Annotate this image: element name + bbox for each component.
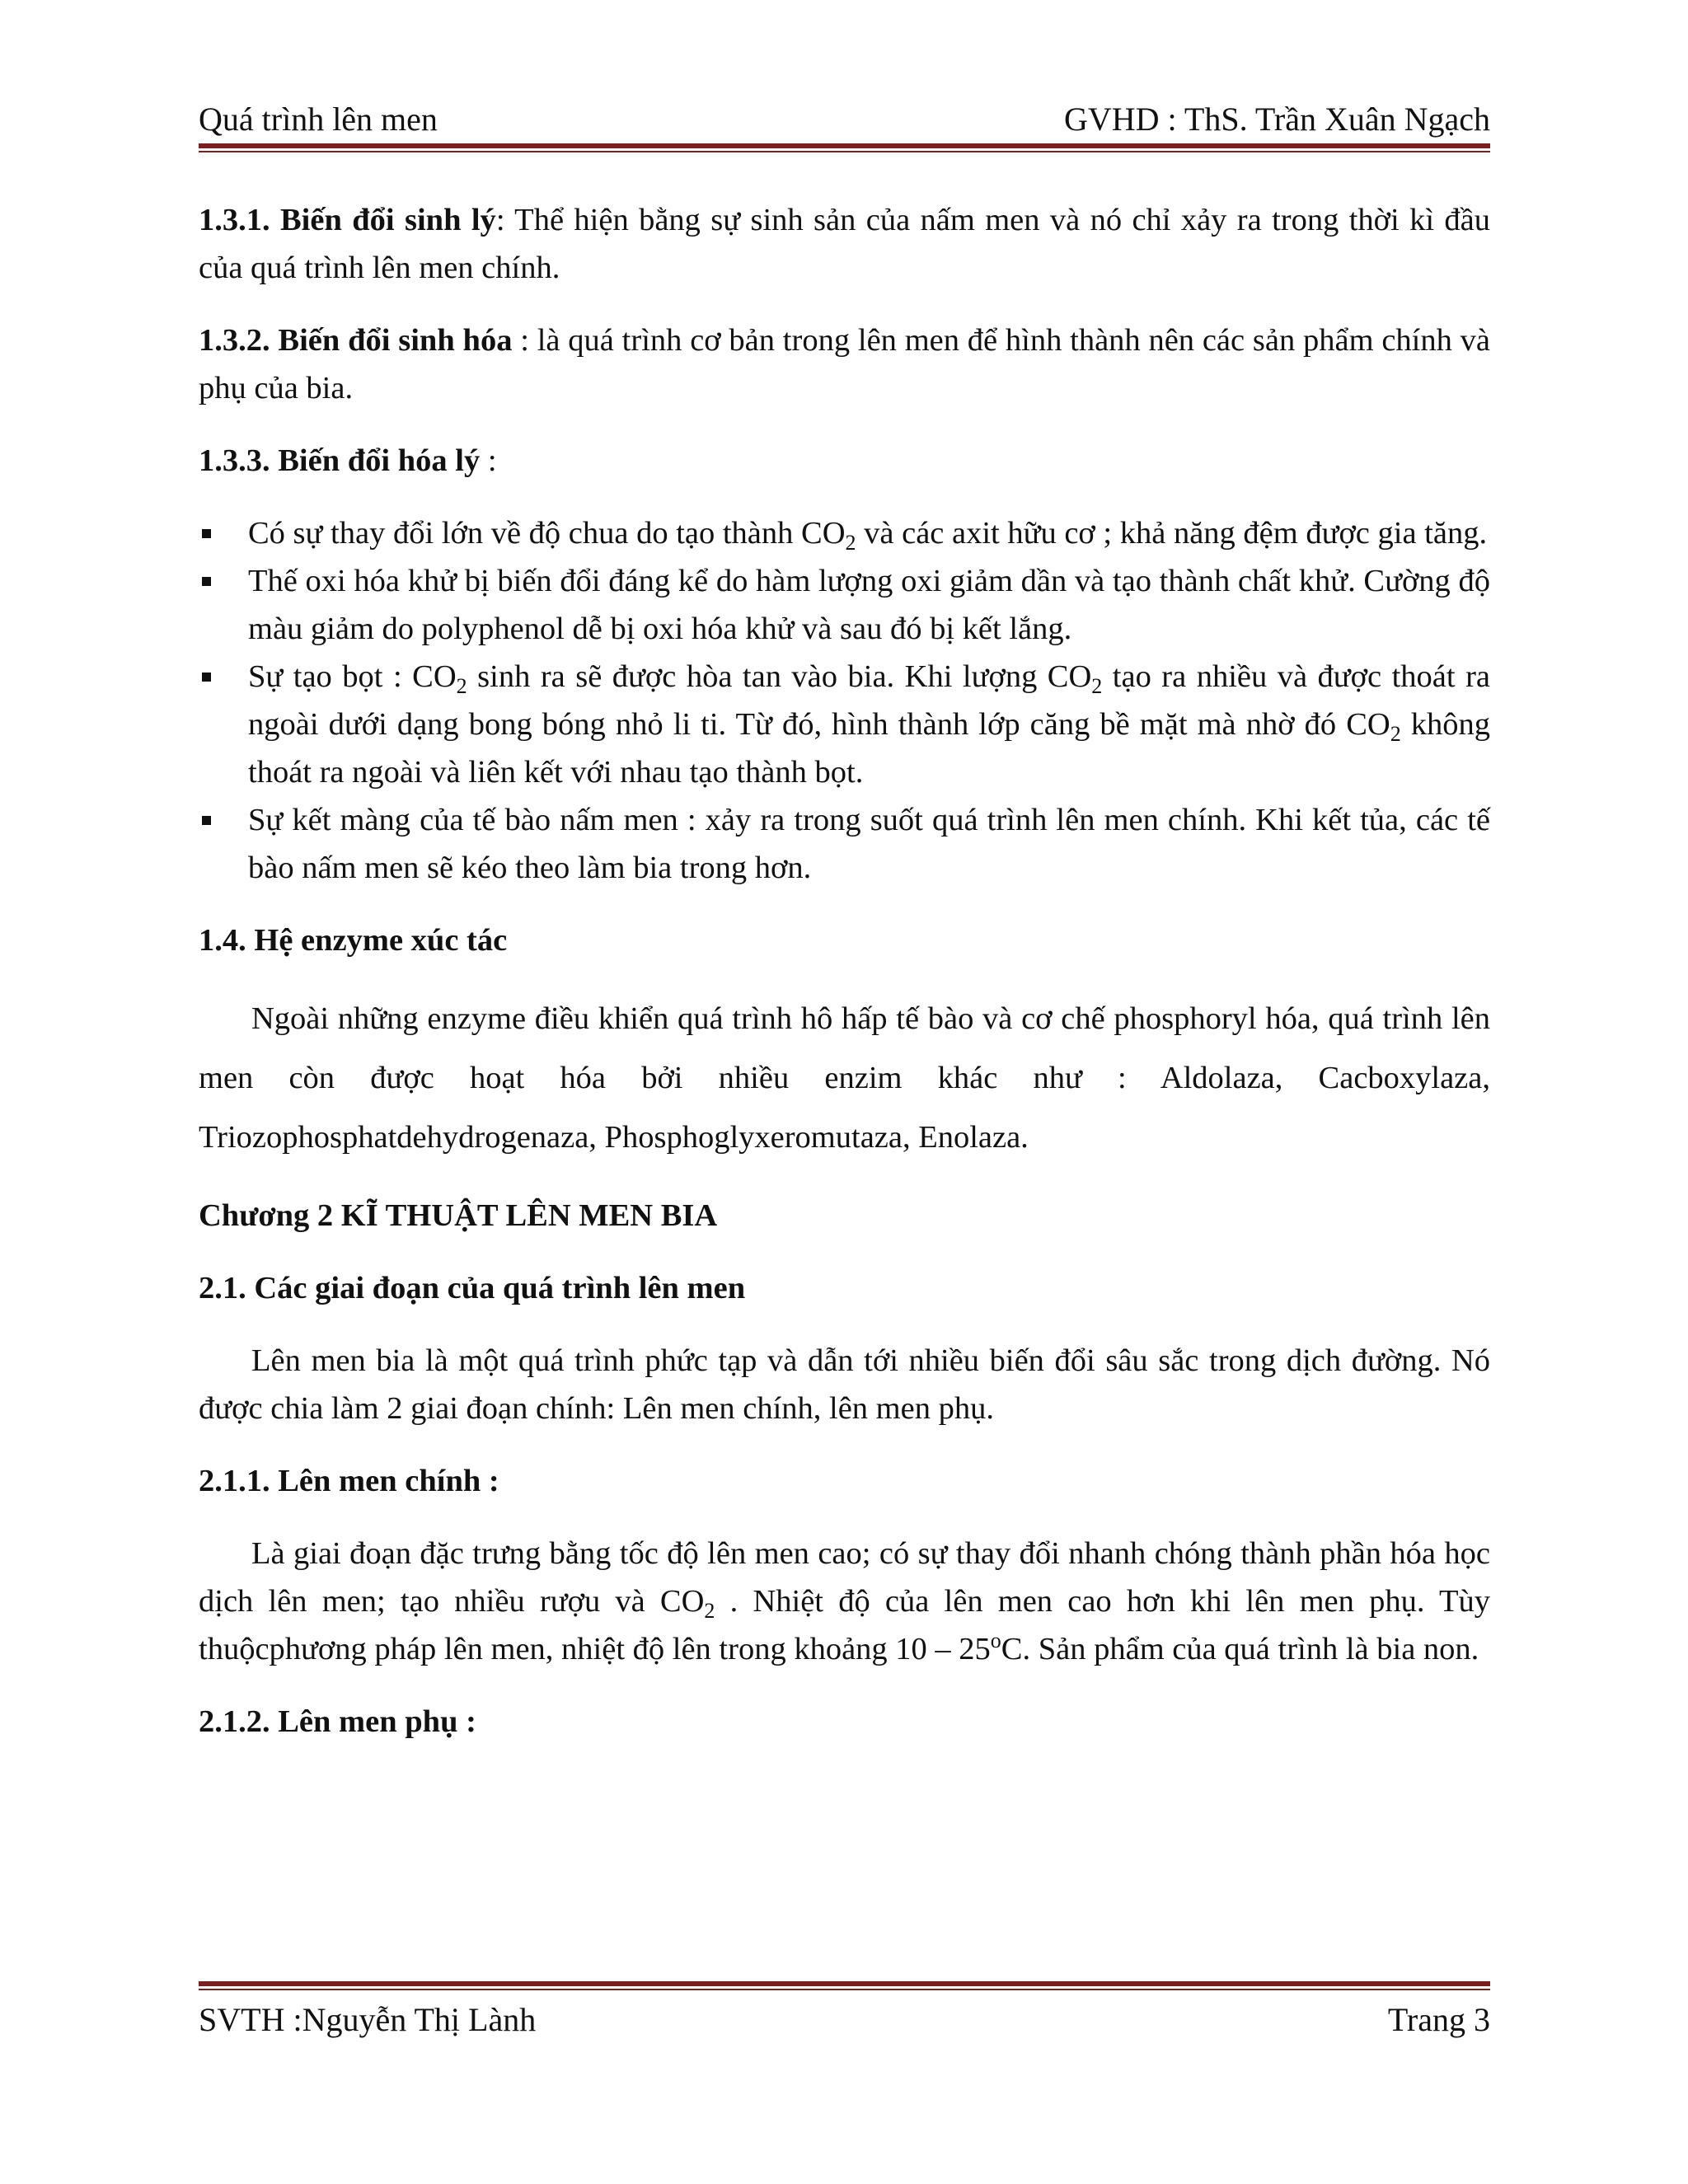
section-2-1-1-subscript: 2 <box>704 1599 715 1623</box>
footer-rule-thin <box>199 1989 1490 1990</box>
header-rule-thin <box>199 151 1490 152</box>
bullet-3-text-b: sinh ra sẽ được hòa tan vào bia. Khi lượng CO <box>467 659 1092 694</box>
header-right-advisor: GVHD : ThS. Trần Xuân Ngạch <box>1063 101 1490 138</box>
list-item <box>199 557 1490 653</box>
page-header <box>199 97 1490 142</box>
document-page <box>199 0 1490 2184</box>
bullet-3-text-a: Sự tạo bọt : CO <box>248 659 457 694</box>
bullet-3-text-c: tạo ra nhiều và được thoát ra ngoài dưới dạng bong bóng nhỏ li ti. Từ đó, hình thành lớp căng bề mặt mà nhờ đó CO <box>248 659 1490 742</box>
bullet-2-text: Thế oxi hóa khử bị biến đổi đáng kể do hàm lượng oxi giảm dần và tạo thành chất khử. Cường độ màu giảm do polyphenol dễ bị oxi hóa khử và sau đó bị kết lắng. <box>248 564 1490 646</box>
section-2-1-1-text-b: . Nhiệt độ của lên men cao hơn khi lên men phụ. Tùy thuộcphương pháp lên men, nhiệt độ lên trong khoảng 10 – 25 <box>199 1584 1490 1666</box>
bullet-list <box>199 509 1490 892</box>
section-1-3-2-text: : là quá trình cơ bản trong lên men để hình thành nên các sản phẩm chính và phụ của bia. <box>199 323 1490 405</box>
section-1-3-1-title: 1.3.1. Biến đổi sinh lý <box>199 203 496 237</box>
page-footer <box>199 1998 1490 2042</box>
bullet-3-subscript-2: 2 <box>1091 674 1103 698</box>
header-left-title: Quá trình lên men <box>199 101 438 138</box>
section-2-1-1-superscript: o <box>990 1629 1001 1652</box>
section-1-3-1 <box>199 196 1490 292</box>
footer-rule-thick <box>199 1981 1490 1986</box>
section-2-1-text: Lên men bia là một quá trình phức tạp và dẫn tới nhiều biến đổi sâu sắc trong dịch đường. Nó được chia làm 2 giai đoạn chính: Lên men chính, lên men phụ. <box>199 1343 1490 1426</box>
section-1-3-3-text: : <box>480 443 497 478</box>
bullet-1-subscript: 2 <box>845 531 856 555</box>
section-2-1-title: 2.1. Các giai đoạn của quá trình lên men <box>199 1271 746 1305</box>
list-item <box>199 653 1490 796</box>
section-2-1-2-title: 2.1.2. Lên men phụ : <box>199 1704 476 1739</box>
section-1-3-1-text: : Thể hiện bằng sự sinh sản của nấm men và nó chỉ xảy ra trong thời kì đầu của quá trình lên men chính. <box>199 203 1491 285</box>
list-item <box>199 796 1490 892</box>
bullet-3-subscript-3: 2 <box>1390 722 1401 746</box>
chapter-2-title: Chương 2 KĨ THUẬT LÊN MEN BIA <box>199 1198 718 1233</box>
section-2-1-1-text-a: Là giai đoạn đặc trưng bằng tốc độ lên men cao; có sự thay đổi nhanh chóng thành phần hóa học dịch lên men; tạo nhiều rượu và CO <box>199 1536 1490 1619</box>
bullet-1-text-a: Có sự thay đổi lớn về độ chua do tạo thành CO <box>248 516 846 551</box>
bullet-4-text: Sự kết màng của tế bào nấm men : xảy ra trong suốt quá trình lên men chính. Khi kết tủa, các tế bào nấm men sẽ kéo theo làm bia trong hơn. <box>248 803 1490 885</box>
bullet-1-text-b: và các axit hữu cơ ; khả năng đệm được gia tăng. <box>856 516 1488 551</box>
bullet-3-text-d: không thoát ra ngoài và liên kết với nhau tạo thành bọt. <box>248 707 1491 790</box>
section-1-3-3-title: 1.3.3. Biến đổi hóa lý <box>199 443 481 478</box>
footer-author: SVTH :Nguyễn Thị Lành <box>199 2001 537 2038</box>
section-2-1-1-text <box>199 1530 1490 1673</box>
page-number: Trang 3 <box>1387 2001 1490 2038</box>
section-2-1-1-title: 2.1.1. Lên men chính : <box>199 1464 499 1498</box>
section-1-4-text: Ngoài những enzyme điều khiển quá trình hô hấp tế bào và cơ chế phosphoryl hóa, quá trình lên men còn được hoạt hóa bởi nhiều enzim khác như : Aldolaza, Cacboxylaza, Triozophosphatdehydrogenaza, Phosphoglyxeromutaza, Enolaza. <box>199 1001 1490 1155</box>
section-1-3-2-title: 1.3.2. Biến đổi sinh hóa <box>199 323 513 358</box>
section-2-1-1-text-c: C. Sản phẩm của quá trình là bia non. <box>1001 1632 1479 1666</box>
section-1-3-3 <box>199 437 1490 485</box>
section-1-3-2 <box>199 316 1490 412</box>
page-body <box>199 196 1490 1770</box>
header-rule-thick <box>199 143 1490 148</box>
list-item <box>199 509 1490 557</box>
section-1-4-title: 1.4. Hệ enzyme xúc tác <box>199 923 508 958</box>
bullet-3-subscript-1: 2 <box>456 674 467 698</box>
